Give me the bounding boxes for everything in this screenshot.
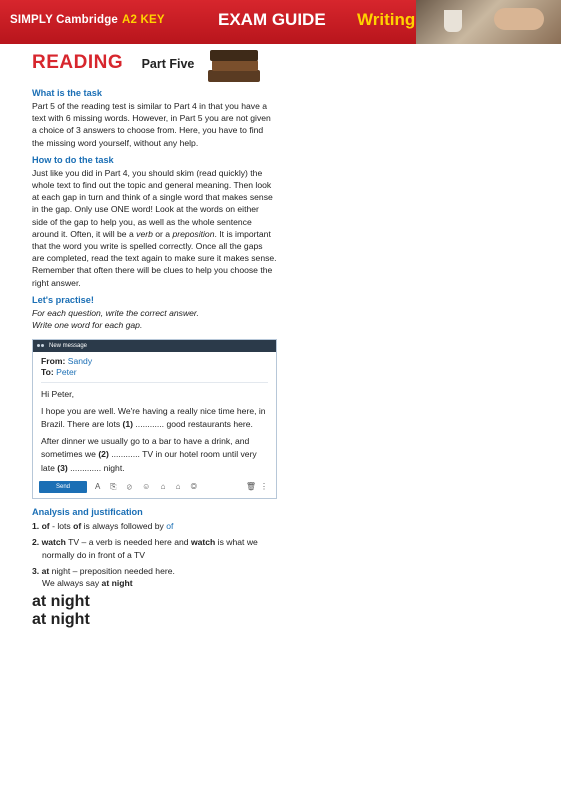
brand-key: A2 KEY [122, 14, 165, 26]
analysis-item-2: 2. watch TV – a verb is needed here and watch is what we normally do in front of a TV [32, 537, 258, 560]
reading-title-row [32, 52, 277, 82]
more-icon[interactable]: ⋮ [260, 482, 268, 492]
from-value: Sandy [67, 356, 93, 367]
page-header [0, 0, 561, 44]
email-window [32, 339, 277, 499]
reading-practise-instr-1: For each question, write the correct answer. [32, 307, 199, 318]
header-photo [416, 0, 561, 44]
format-icons[interactable]: A ⎘ ⊘ ☺ ⌂ ⌂ ◎ [95, 482, 202, 492]
to-value: Peter [56, 367, 77, 378]
reading-task-heading: What is the task [32, 88, 102, 98]
to-label: To: [41, 367, 54, 378]
section-title: Writing [357, 10, 416, 29]
reading-how-heading: How to do the task [32, 154, 114, 165]
exam-guide-title: EXAM GUIDE [218, 10, 326, 29]
brand-title: SIMPLY Cambridge A2 KEY [10, 14, 165, 26]
email-para-2: After dinner we usually go to a bar to have a drink, and sometimes we (2) ............ TV in our hotel room until very late (3) ............. night. [41, 435, 257, 473]
email-meta [33, 352, 276, 378]
books-icon [204, 48, 264, 86]
analysis-item-1: 1. of - lots of is always followed by of [32, 521, 174, 532]
reading-title: READING [32, 52, 124, 73]
email-greeting: Hi Peter, [41, 389, 74, 400]
hand-image [494, 8, 544, 30]
email-toolbar [39, 481, 270, 493]
analysis-list: 1. of - lots of is always followed by of 2. watch TV – a verb is needed here and watch is what we normally do in front of a TV 3. at night – preposition needed here. We always say at night at night [32, 520, 277, 611]
send-button[interactable]: Send [39, 481, 87, 493]
email-para-1: I hope you are well. We're having a really nice time here, in Brazil. There are lots (1) ............ good restaurants here. [41, 405, 266, 430]
cup-image [444, 10, 462, 32]
reading-how-text: Just like you did in Part 4, you should skim (read quickly) the whole text to find out the topic and general meaning. Then look at each gap in turn and think of a single word that makes sense in the gap. Only use ONE word! Look at the words on either side of the gap to help you, as well as the whole sentence around it. Often, it will be a verb or a preposition. It is important that the word you write is spelled correctly. Once all the gaps are completed, read the text again to make sure it makes sense. Remember that often there will be clues to help you choose the right answer. [32, 167, 277, 288]
reading-part: Part Five [141, 57, 195, 71]
email-window-title: New message [49, 343, 88, 350]
gap-2: (2) [98, 449, 109, 460]
gap-3: (3) [57, 462, 68, 473]
reading-practise-heading: Let's practise! [32, 294, 94, 305]
analysis-item-3: 3. at night – preposition needed here. We always say at night [32, 565, 175, 589]
analysis-heading: Analysis and justification [32, 507, 143, 518]
email-titlebar [33, 340, 276, 352]
gap-1: (1) [122, 419, 134, 430]
trash-icon[interactable]: 🗑 [245, 482, 256, 492]
from-label: From: [41, 356, 66, 367]
window-dots-icon [37, 343, 45, 349]
email-body [33, 383, 276, 475]
reading-column: READING Part Five What is the task Part 5 of the reading test is similar to Part 4 in that you have a text with 6 missing words. However, in Part 5 you are not given a choice of 3 answers to choose from. Here, you have to find the missing word yourself, without any help. How to do the task Just like you did in Part 4, you should skim (read quickly) the whole text to find out the topic and general meaning. Then look at each gap in turn and think of a single word that makes sense in the gap. Only use ONE word! Look at the words on either side of the gap to help you, as well as the whole sentence around it. Often, it will be a verb or a preposition. It is important that the word you write is spelled correctly. Once all the gaps are completed, read the text again to make sure it makes sense. Remember that often there will be clues to help you choose the right answer. Let's practise! For each question, write the correct answer. Write one word for each gap. New message From: Sandy To: Peter Hi Peter, I hope you are well. We're having a really nice time here, in Brazil. There are lots (1) ............ good restaurants here. After dinner we usually go to a bar to have a drink, and sometimes we (2) ............ TV in our hotel room until very late (3) ............. night. Send A ⎘ ⊘ ☺ ⌂ ⌂ ◎ 🗑 ⋮ Analysis and justification 1. of - lots of is always followed by of 2. watch TV – a verb is needed here and watch is what we normally do in front of a TV 3. at night – preposition needed here. We always say at night at night at night [32, 52, 277, 629]
reading-task-text: Part 5 of the reading test is similar to Part 4 in that you have a text with 6 missing words. However, in Part 5 you are not given a choice of 3 answers to choose from. Here, you have to find the missing word yourself, without any help. [32, 101, 271, 148]
reading-practise-instr-2: Write one word for each gap. [32, 320, 143, 331]
